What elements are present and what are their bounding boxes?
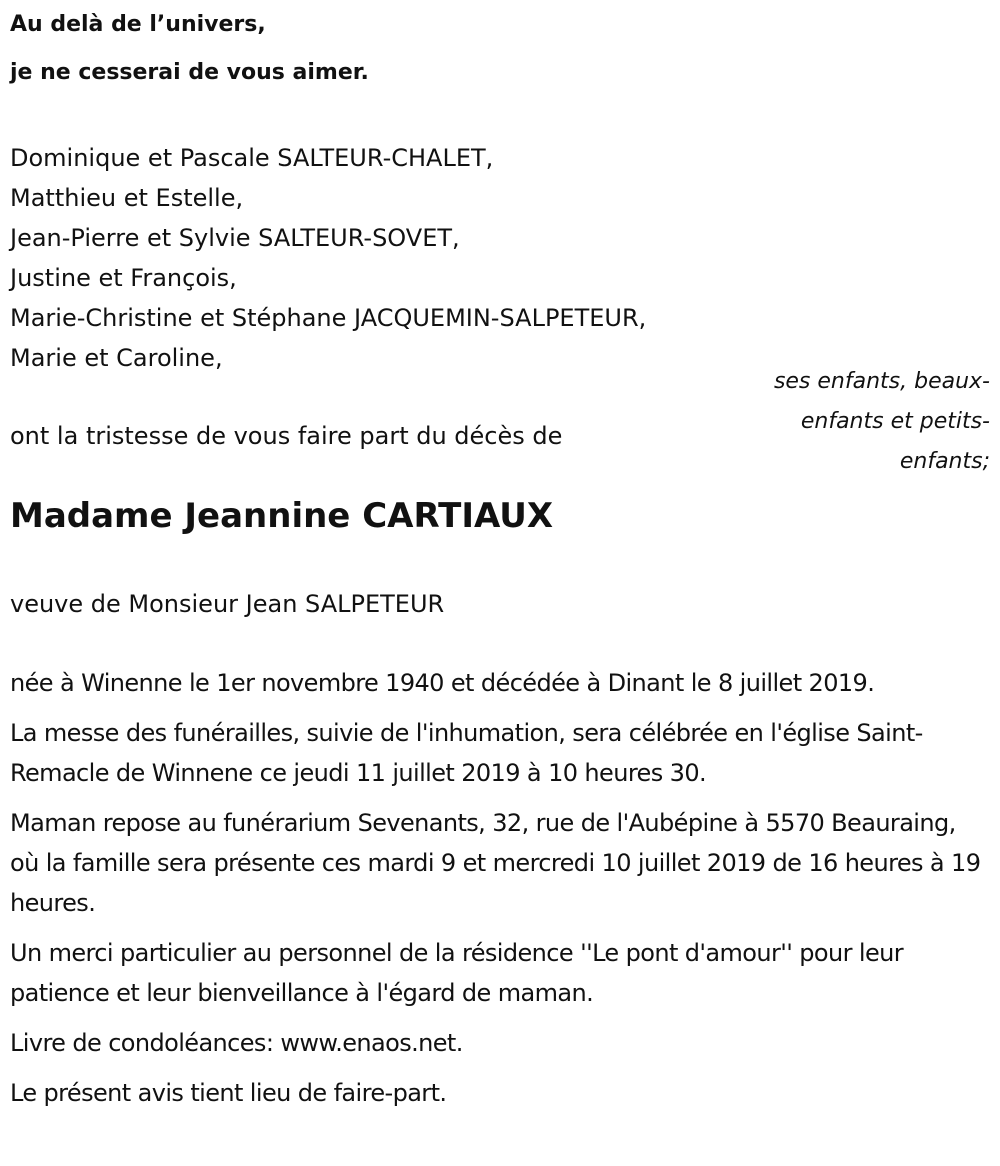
relation-line: enfants;	[899, 449, 990, 474]
widow-of-text: veuve de Monsieur Jean SALPETEUR	[10, 590, 445, 618]
epigraph-line-1: Au delà de l’univers,	[10, 12, 266, 37]
funerarium-paragraph: Maman repose au funérarium Sevenants, 32, rue de l'Aubépine à 5570 Beauraing, où la famille sera présente ces mardi 9 et mercredi 10 juillet 2019 de 16 heures à 19 heures.	[10, 809, 981, 917]
family-member: Matthieu et Estelle,	[10, 184, 244, 212]
family-member: Jean-Pierre et Sylvie SALTEUR-SOVET,	[10, 224, 460, 252]
family-member: Dominique et Pascale SALTEUR-CHALET,	[10, 144, 494, 172]
family-list	[10, 138, 646, 378]
family-member: Justine et François,	[10, 264, 237, 292]
relation-line: enfants et petits-	[800, 409, 990, 434]
notice-body	[10, 663, 985, 1123]
announcement-text: ont la tristesse de vous faire part du décès de	[10, 422, 563, 450]
funeral-mass-paragraph: La messe des funérailles, suivie de l'inhumation, sera célébrée en l'église Saint-Remacle de Winnene ce jeudi 11 juillet 2019 à 10 heures 30.	[10, 719, 923, 787]
family-member: Marie et Caroline,	[10, 344, 223, 372]
notice-paragraph: Le présent avis tient lieu de faire-part.	[10, 1079, 447, 1107]
family-member: Marie-Christine et Stéphane JACQUEMIN-SALPETEUR,	[10, 304, 647, 332]
thanks-paragraph: Un merci particulier au personnel de la résidence ''Le pont d'amour'' pour leur patience et leur bienveillance à l'égard de maman.	[10, 939, 904, 1007]
epigraph-line-2: je ne cesserai de vous aimer.	[10, 60, 369, 85]
relation-line: ses enfants, beaux-	[773, 369, 990, 394]
condolences-paragraph: Livre de condoléances: www.enaos.net.	[10, 1029, 463, 1057]
birth-death-paragraph: née à Winenne le 1er novembre 1940 et décédée à Dinant le 8 juillet 2019.	[10, 669, 875, 697]
family-relation	[740, 362, 990, 482]
deceased-name: Madame Jeannine CARTIAUX	[10, 496, 554, 536]
